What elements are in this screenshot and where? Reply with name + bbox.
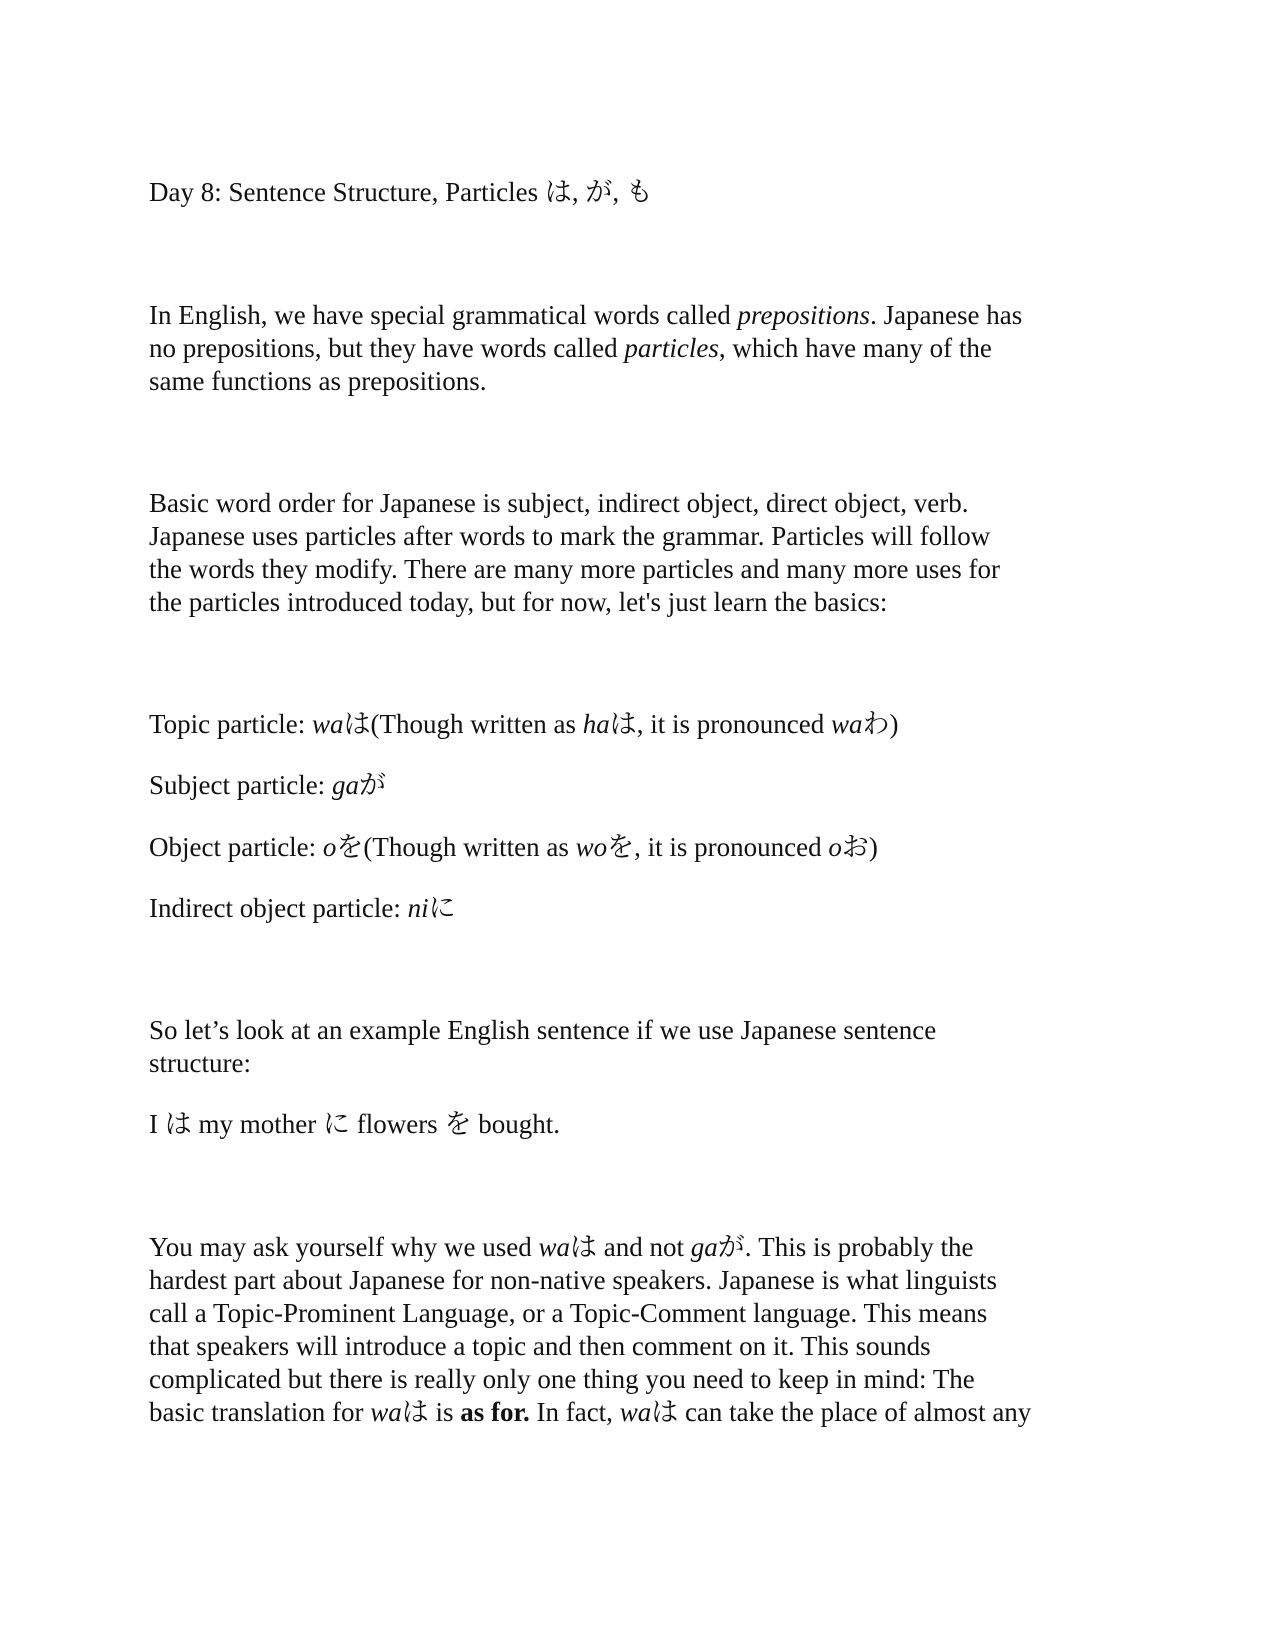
closing-line-6: basic translation for waは is as for. In fact, waは can take the place of almost any	[149, 1397, 1032, 1427]
closing-line-4: that speakers will introduce a topic and then comment on it. This sounds	[149, 1331, 931, 1361]
example-line-2: structure:	[149, 1048, 251, 1078]
indirect-particle-line: Indirect object particle: niに	[149, 893, 456, 923]
subject-particle-line: Subject particle: gaが	[149, 770, 386, 800]
topic-particle-line: Topic particle: waは(Though written as haは, it is pronounced waわ)	[149, 709, 899, 739]
example-line-1: So let’s look at an example English sentence if we use Japanese sentence	[149, 1015, 937, 1045]
closing-line-5: complicated but there is really only one thing you need to keep in mind: The	[149, 1364, 975, 1394]
intro-line-1: In English, we have special grammatical words called prepositions. Japanese has	[149, 300, 1023, 330]
object-particle-line: Object particle: oを(Though written as woを, it is pronounced oお)	[149, 832, 878, 862]
example-sentence: I は my mother に flowers を bought.	[149, 1109, 560, 1139]
page-title: Day 8: Sentence Structure, Particles は, が, も	[149, 177, 653, 207]
closing-line-2: hardest part about Japanese for non-native speakers. Japanese is what linguists	[149, 1265, 997, 1295]
closing-line-1: You may ask yourself why we used waは and not gaが. This is probably the	[149, 1232, 974, 1262]
word-order-line-2: Japanese uses particles after words to mark the grammar. Particles will follow	[149, 521, 991, 551]
intro-line-2: no prepositions, but they have words called particles, which have many of the	[149, 333, 992, 363]
intro-line-3: same functions as prepositions.	[149, 366, 487, 396]
closing-line-3: call a Topic-Prominent Language, or a Topic-Comment language. This means	[149, 1298, 988, 1328]
word-order-line-4: the particles introduced today, but for now, let's just learn the basics:	[149, 587, 888, 617]
word-order-line-3: the words they modify. There are many more particles and many more uses for	[149, 554, 1000, 584]
word-order-line-1: Basic word order for Japanese is subject, indirect object, direct object, verb.	[149, 488, 969, 518]
